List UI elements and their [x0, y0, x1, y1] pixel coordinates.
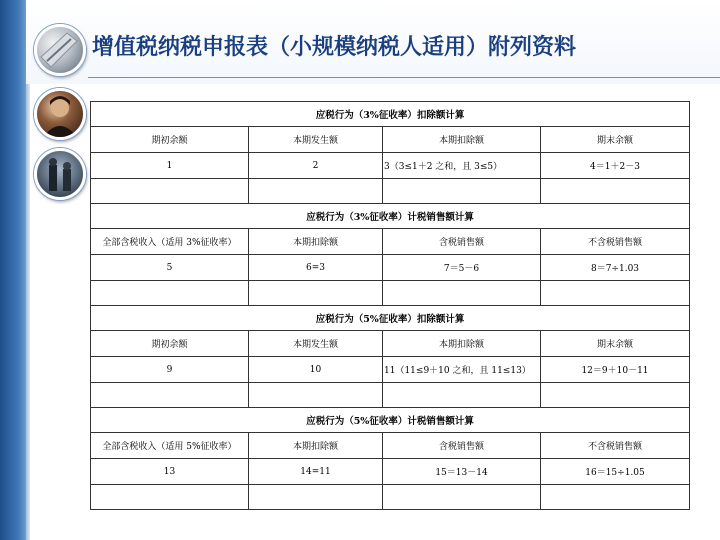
- input-cell[interactable]: [541, 485, 690, 510]
- input-cell[interactable]: [541, 281, 690, 306]
- column-header: 期末余额: [541, 331, 690, 357]
- column-header: 期初余额: [91, 331, 249, 357]
- column-header: 本期发生额: [249, 127, 383, 153]
- table-cell: 3（3≤1＋2 之和，且 3≤5）: [383, 153, 541, 179]
- table-cell: 12＝9＋10－11: [541, 357, 690, 383]
- input-cell[interactable]: [91, 485, 249, 510]
- title-divider: [88, 77, 720, 78]
- table-cell: 10: [249, 357, 383, 383]
- attached-data-table: [90, 101, 690, 510]
- sidebar-band: [0, 0, 26, 540]
- circle-photo-business-icon: [34, 148, 86, 200]
- table-cell: 13: [91, 459, 249, 485]
- table-cell: 9: [91, 357, 249, 383]
- page-title: 增值税纳税申报表（小规模纳税人适用）附列资料: [92, 35, 577, 60]
- column-header: 本期扣除额: [249, 229, 383, 255]
- input-cell[interactable]: [383, 383, 541, 408]
- table-cell: 5: [91, 255, 249, 281]
- column-header: 含税销售额: [383, 229, 541, 255]
- input-cell[interactable]: [91, 383, 249, 408]
- input-cell[interactable]: [541, 383, 690, 408]
- input-cell[interactable]: [249, 485, 383, 510]
- table-cell: 16＝15÷1.05: [541, 459, 690, 485]
- column-header: 期初余额: [91, 127, 249, 153]
- column-header: 本期扣除额: [249, 433, 383, 459]
- column-header: 本期发生额: [249, 331, 383, 357]
- table-cell: 11（11≤9＋10 之和，且 11≤13）: [383, 357, 541, 383]
- section-heading: 应税行为（5%征收率）计税销售额计算: [91, 408, 690, 433]
- input-cell[interactable]: [383, 179, 541, 204]
- table-cell: 1: [91, 153, 249, 179]
- table-cell: 7＝5－6: [383, 255, 541, 281]
- table-cell: 14=11: [249, 459, 383, 485]
- section-heading: 应税行为（3%征收率）计税销售额计算: [91, 204, 690, 229]
- column-header: 全部含税收入（适用 5%征收率）: [91, 433, 249, 459]
- section-heading: 应税行为（3%征收率）扣除额计算: [91, 102, 690, 127]
- column-header: 本期扣除额: [383, 127, 541, 153]
- table-cell: 15＝13－14: [383, 459, 541, 485]
- circle-photo-person-icon: [34, 88, 86, 140]
- column-header: 不含税销售额: [541, 229, 690, 255]
- input-cell[interactable]: [383, 485, 541, 510]
- column-header: 本期扣除额: [383, 331, 541, 357]
- circle-photo-metal-icon: [34, 24, 86, 76]
- column-header: 期末余额: [541, 127, 690, 153]
- section-heading: 应税行为（5%征收率）扣除额计算: [91, 306, 690, 331]
- input-cell[interactable]: [249, 383, 383, 408]
- input-cell[interactable]: [249, 281, 383, 306]
- table-cell: 2: [249, 153, 383, 179]
- table-cell: 4＝1＋2－3: [541, 153, 690, 179]
- input-cell[interactable]: [249, 179, 383, 204]
- input-cell[interactable]: [541, 179, 690, 204]
- column-header: 不含税销售额: [541, 433, 690, 459]
- input-cell[interactable]: [383, 281, 541, 306]
- input-cell[interactable]: [91, 281, 249, 306]
- column-header: 含税销售额: [383, 433, 541, 459]
- input-cell[interactable]: [91, 179, 249, 204]
- column-header: 全部含税收入（适用 3%征收率）: [91, 229, 249, 255]
- table-cell: 8＝7÷1.03: [541, 255, 690, 281]
- table-cell: 6=3: [249, 255, 383, 281]
